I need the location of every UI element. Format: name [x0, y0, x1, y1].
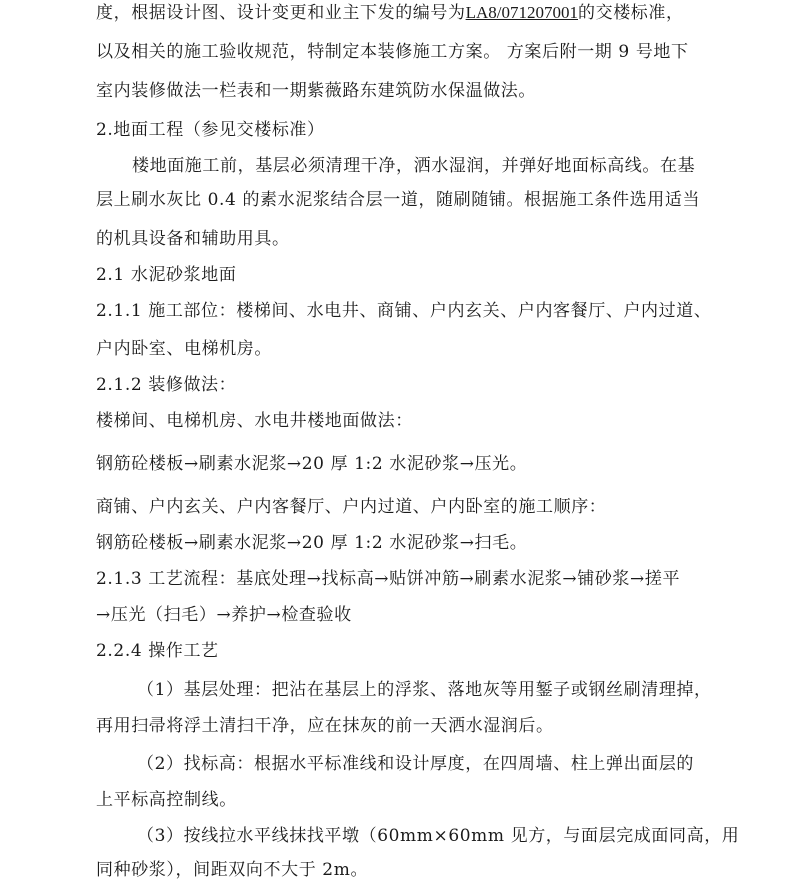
s212-procedure-2: 钢筋砼楼板→刷素水泥浆→20 厚 1:2 水泥砂浆→扫毛。 [96, 533, 528, 553]
s211-line1: 2.1.1 施工部位：楼梯间、水电井、商铺、户内玄关、户内客餐厅、户内过道、 [96, 301, 712, 321]
para1-line1 [96, 2, 684, 24]
para1-line3: 室内装修做法一栏表和一期紫薇路东建筑防水保温做法。 [96, 81, 536, 101]
step1-line1: （1）基层处理：把沾在基层上的浮浆、落地灰等用錾子或钢丝刷清理掉， [137, 680, 712, 700]
standard-code: LA8/071207001 [465, 3, 578, 22]
para2-line1: 楼地面施工前，基层必须清理干净，洒水湿润，并弹好地面标高线。在基 [132, 156, 696, 176]
step2-line1: （2）找标高：根据水平标准线和设计厚度，在四周墙、柱上弹出面层的 [137, 754, 695, 774]
s213-line1: 2.1.3 工艺流程：基底处理→找标高→贴饼冲筋→刷素水泥浆→铺砂浆→搓平 [96, 569, 681, 589]
para2-line3: 的机具设备和辅助用具。 [96, 229, 290, 249]
para1-text-b: 的交楼标准， [578, 3, 684, 23]
s224-heading: 2.2.4 操作工艺 [96, 641, 219, 661]
para1-line2: 以及相关的施工验收规范，特制定本装修施工方案。 方案后附一期 9 号地下 [96, 42, 689, 62]
para1-text-a: 度，根据设计图、设计变更和业主下发的编号为 [96, 3, 466, 23]
step3-line2: 同种砂浆），间距双向不大于 2m。 [96, 860, 369, 880]
section21-heading: 2.1 水泥砂浆地面 [96, 265, 237, 285]
s212-procedure-1: 钢筋砼楼板→刷素水泥浆→20 厚 1:2 水泥砂浆→压光。 [96, 454, 528, 474]
step2-line2: 上平标高控制线。 [96, 790, 237, 810]
step3-line1: （3）按线拉水平线抹找平墩（60mm×60mm 见方，与面层完成面同高，用 [137, 826, 740, 846]
s211-line2: 户内卧室、电梯机房。 [96, 339, 272, 359]
para2-line2: 层上刷水灰比 0.4 的素水泥浆结合层一道，随刷随铺。根据施工条件选用适当 [96, 190, 701, 210]
section2-heading: 2.地面工程（参见交楼标准） [96, 120, 325, 140]
step1-line2: 再用扫帚将浮土清扫干净，应在抹灰的前一天洒水湿润后。 [96, 716, 554, 736]
s213-line2: →压光（扫毛）→养护→检查验收 [96, 605, 352, 625]
s212-subheading-1: 楼梯间、电梯机房、水电井楼地面做法： [96, 411, 413, 431]
s212-subheading-2: 商铺、户内玄关、户内客餐厅、户内过道、户内卧室的施工顺序： [96, 497, 607, 517]
s212-heading: 2.1.2 装修做法： [96, 375, 237, 395]
